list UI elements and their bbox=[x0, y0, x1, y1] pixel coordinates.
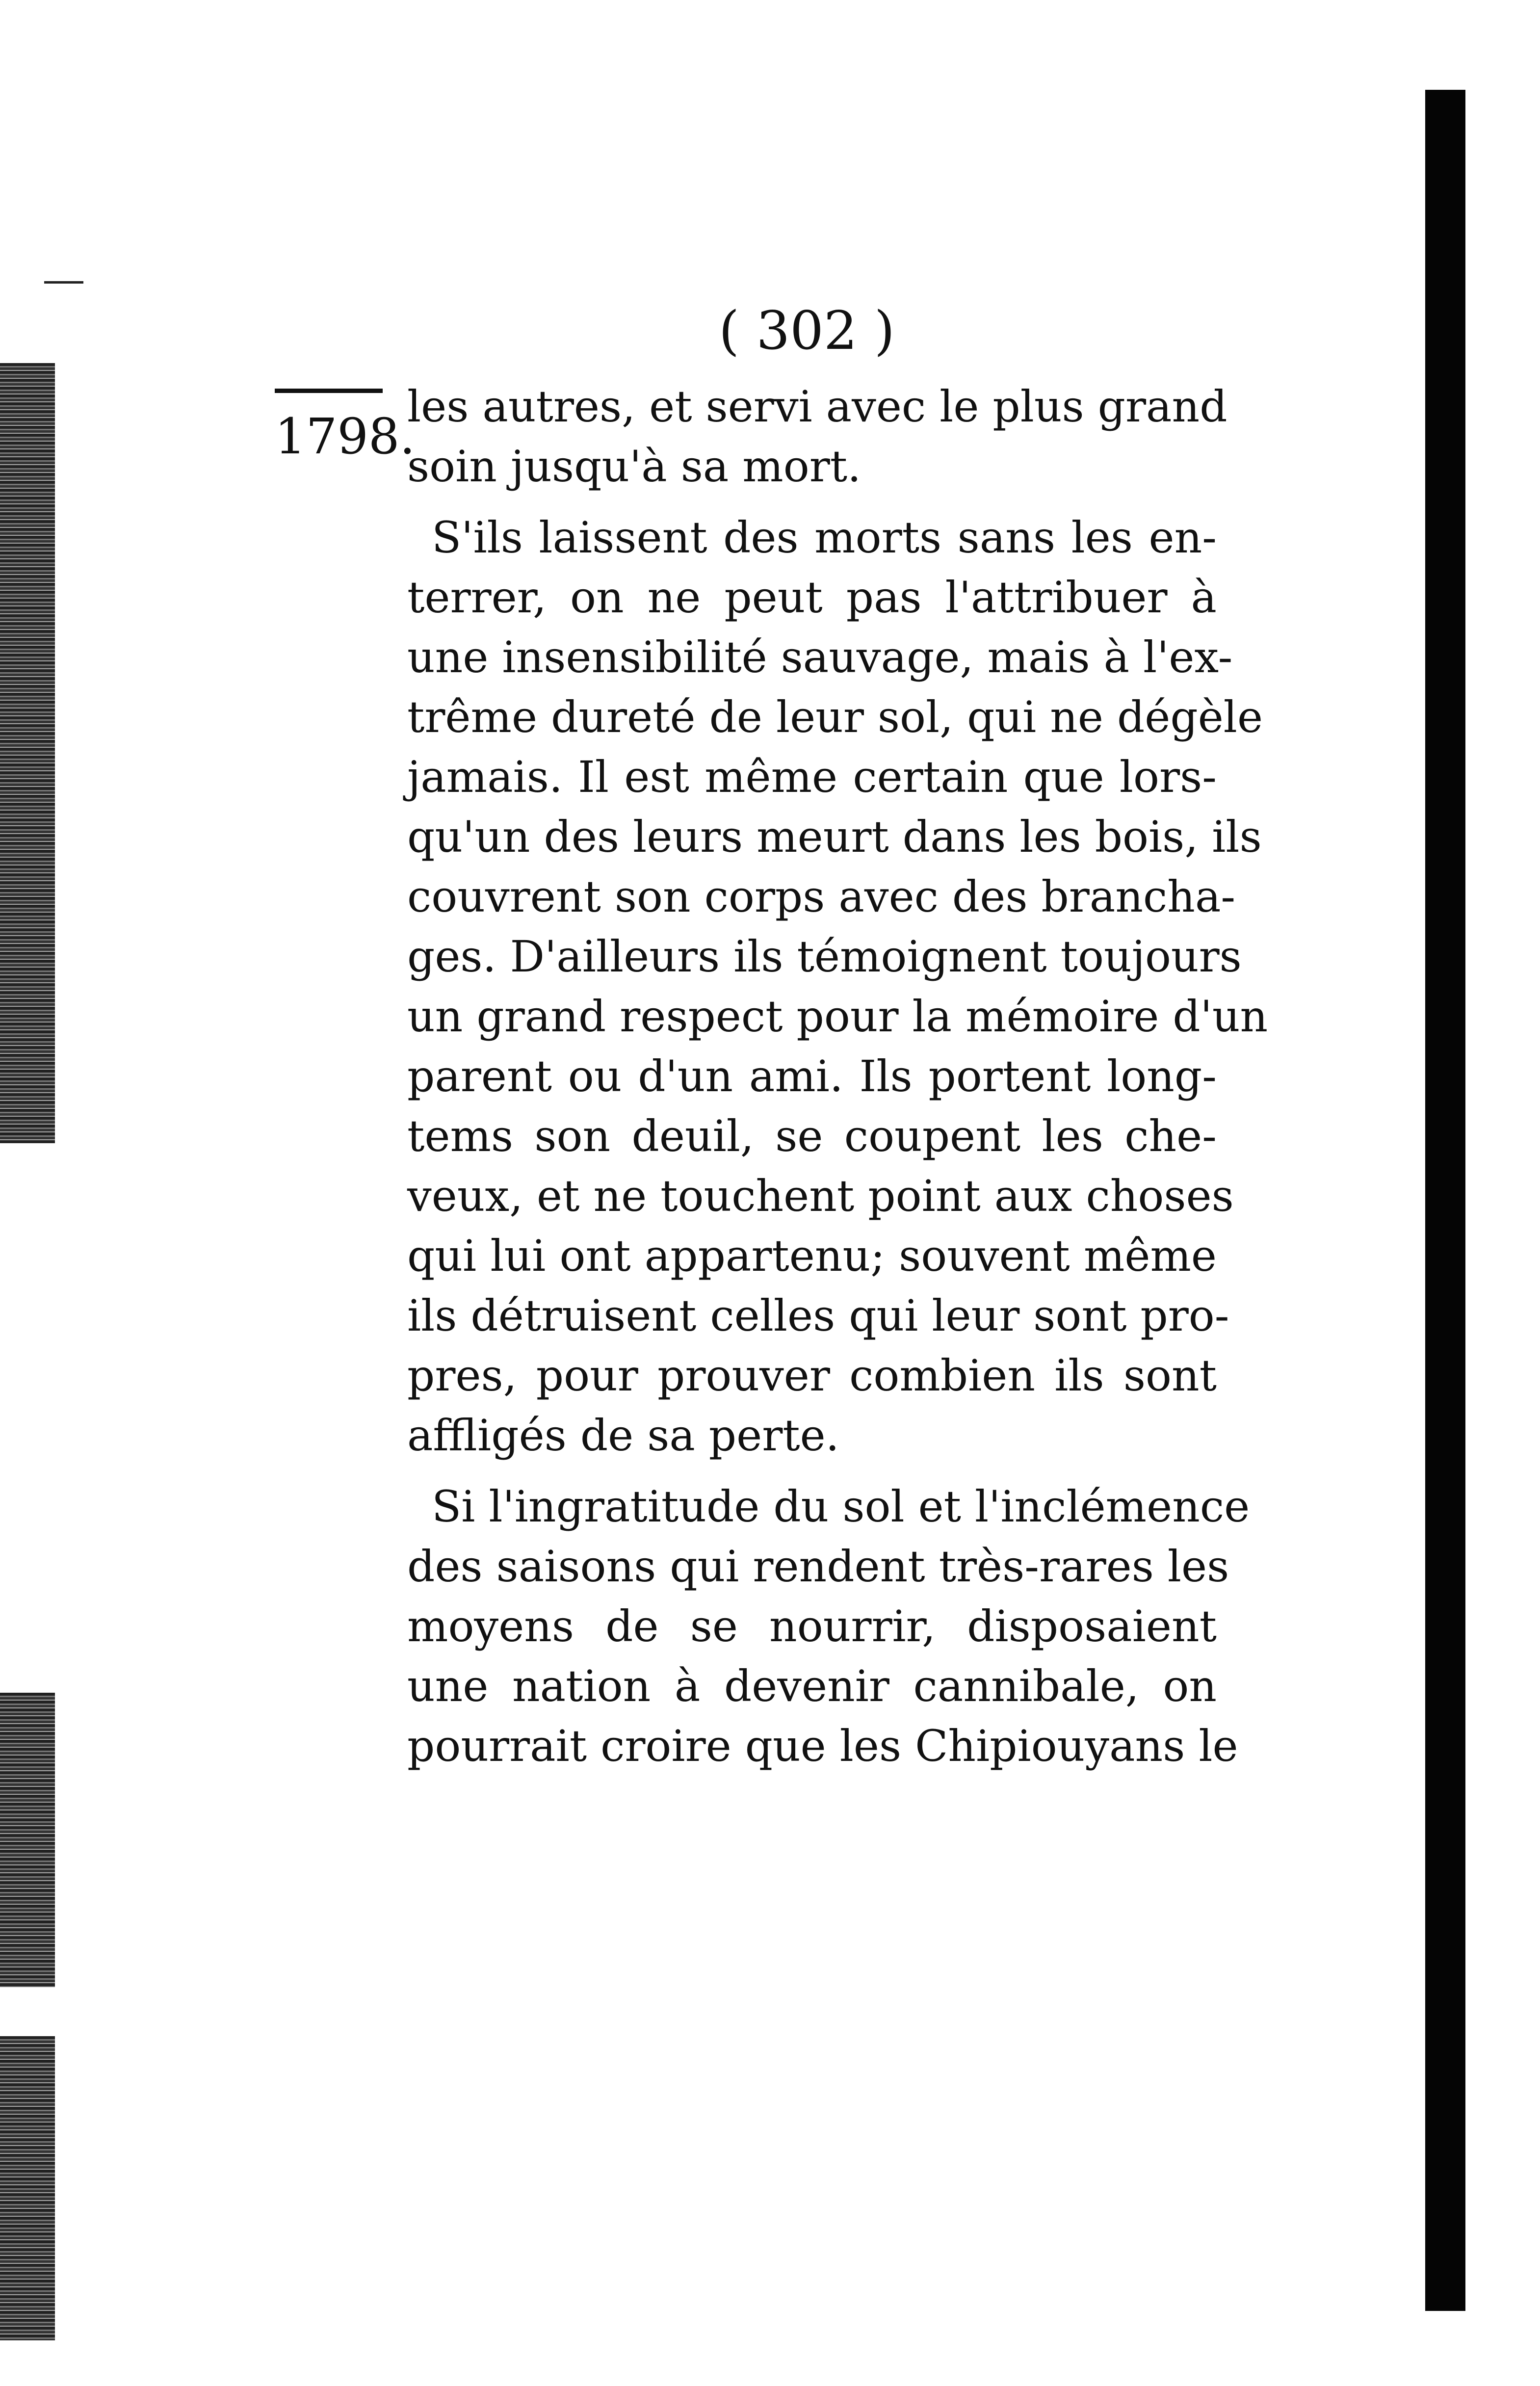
text-line: les autres, et servi avec le plus grand bbox=[407, 381, 1227, 432]
text-line: veux, et ne touchent point aux choses bbox=[407, 1171, 1234, 1221]
text-line: ils détruisent celles qui leur sont pro- bbox=[407, 1290, 1229, 1341]
text-line: qu'un des leurs meurt dans les bois, ils bbox=[407, 812, 1262, 862]
text-line: un grand respect pour la mémoire d'un bbox=[407, 991, 1268, 1042]
text-line: une insensibilité sauvage, mais à l'ex- bbox=[407, 632, 1233, 682]
text-line: moyens de se nourrir, disposaient bbox=[407, 1601, 1217, 1652]
page-number: ( 302 ) bbox=[719, 300, 895, 362]
text-line: affligés de sa perte. bbox=[407, 1410, 839, 1461]
text-line: qui lui ont appartenu; souvent même bbox=[407, 1231, 1217, 1281]
text-line: trême dureté de leur sol, qui ne dégèle bbox=[407, 692, 1263, 742]
text-line: soin jusqu'à sa mort. bbox=[407, 441, 861, 492]
scan-edge-right bbox=[1425, 90, 1465, 2311]
scan-edge-left-middle bbox=[0, 1693, 55, 1987]
text-line: pourrait croire que les Chipiouyans le bbox=[407, 1721, 1238, 1771]
scan-edge-left-upper bbox=[0, 363, 55, 1143]
text-line: une nation à devenir cannibale, on bbox=[407, 1661, 1217, 1711]
margin-year: 1798. bbox=[275, 408, 416, 465]
scan-edge-left-lower bbox=[0, 2036, 55, 2340]
margin-rule bbox=[275, 389, 383, 393]
text-line: ges. D'ailleurs ils témoignent toujours bbox=[407, 931, 1242, 982]
text-line: tems son deuil, se coupent les che- bbox=[407, 1111, 1217, 1161]
text-line: des saisons qui rendent très-rares les bbox=[407, 1541, 1229, 1592]
text-line: couvrent son corps avec des brancha- bbox=[407, 871, 1236, 922]
scan-mark bbox=[44, 281, 83, 284]
text-line: terrer, on ne peut pas l'attribuer à bbox=[407, 572, 1217, 623]
text-line: S'ils laissent des morts sans les en- bbox=[432, 512, 1217, 563]
text-line: jamais. Il est même certain que lors- bbox=[407, 752, 1217, 802]
text-line: pres, pour prouver combien ils sont bbox=[407, 1350, 1217, 1401]
text-line: parent ou d'un ami. Ils portent long- bbox=[407, 1051, 1217, 1101]
text-line: Si l'ingratitude du sol et l'inclémence bbox=[432, 1481, 1250, 1532]
